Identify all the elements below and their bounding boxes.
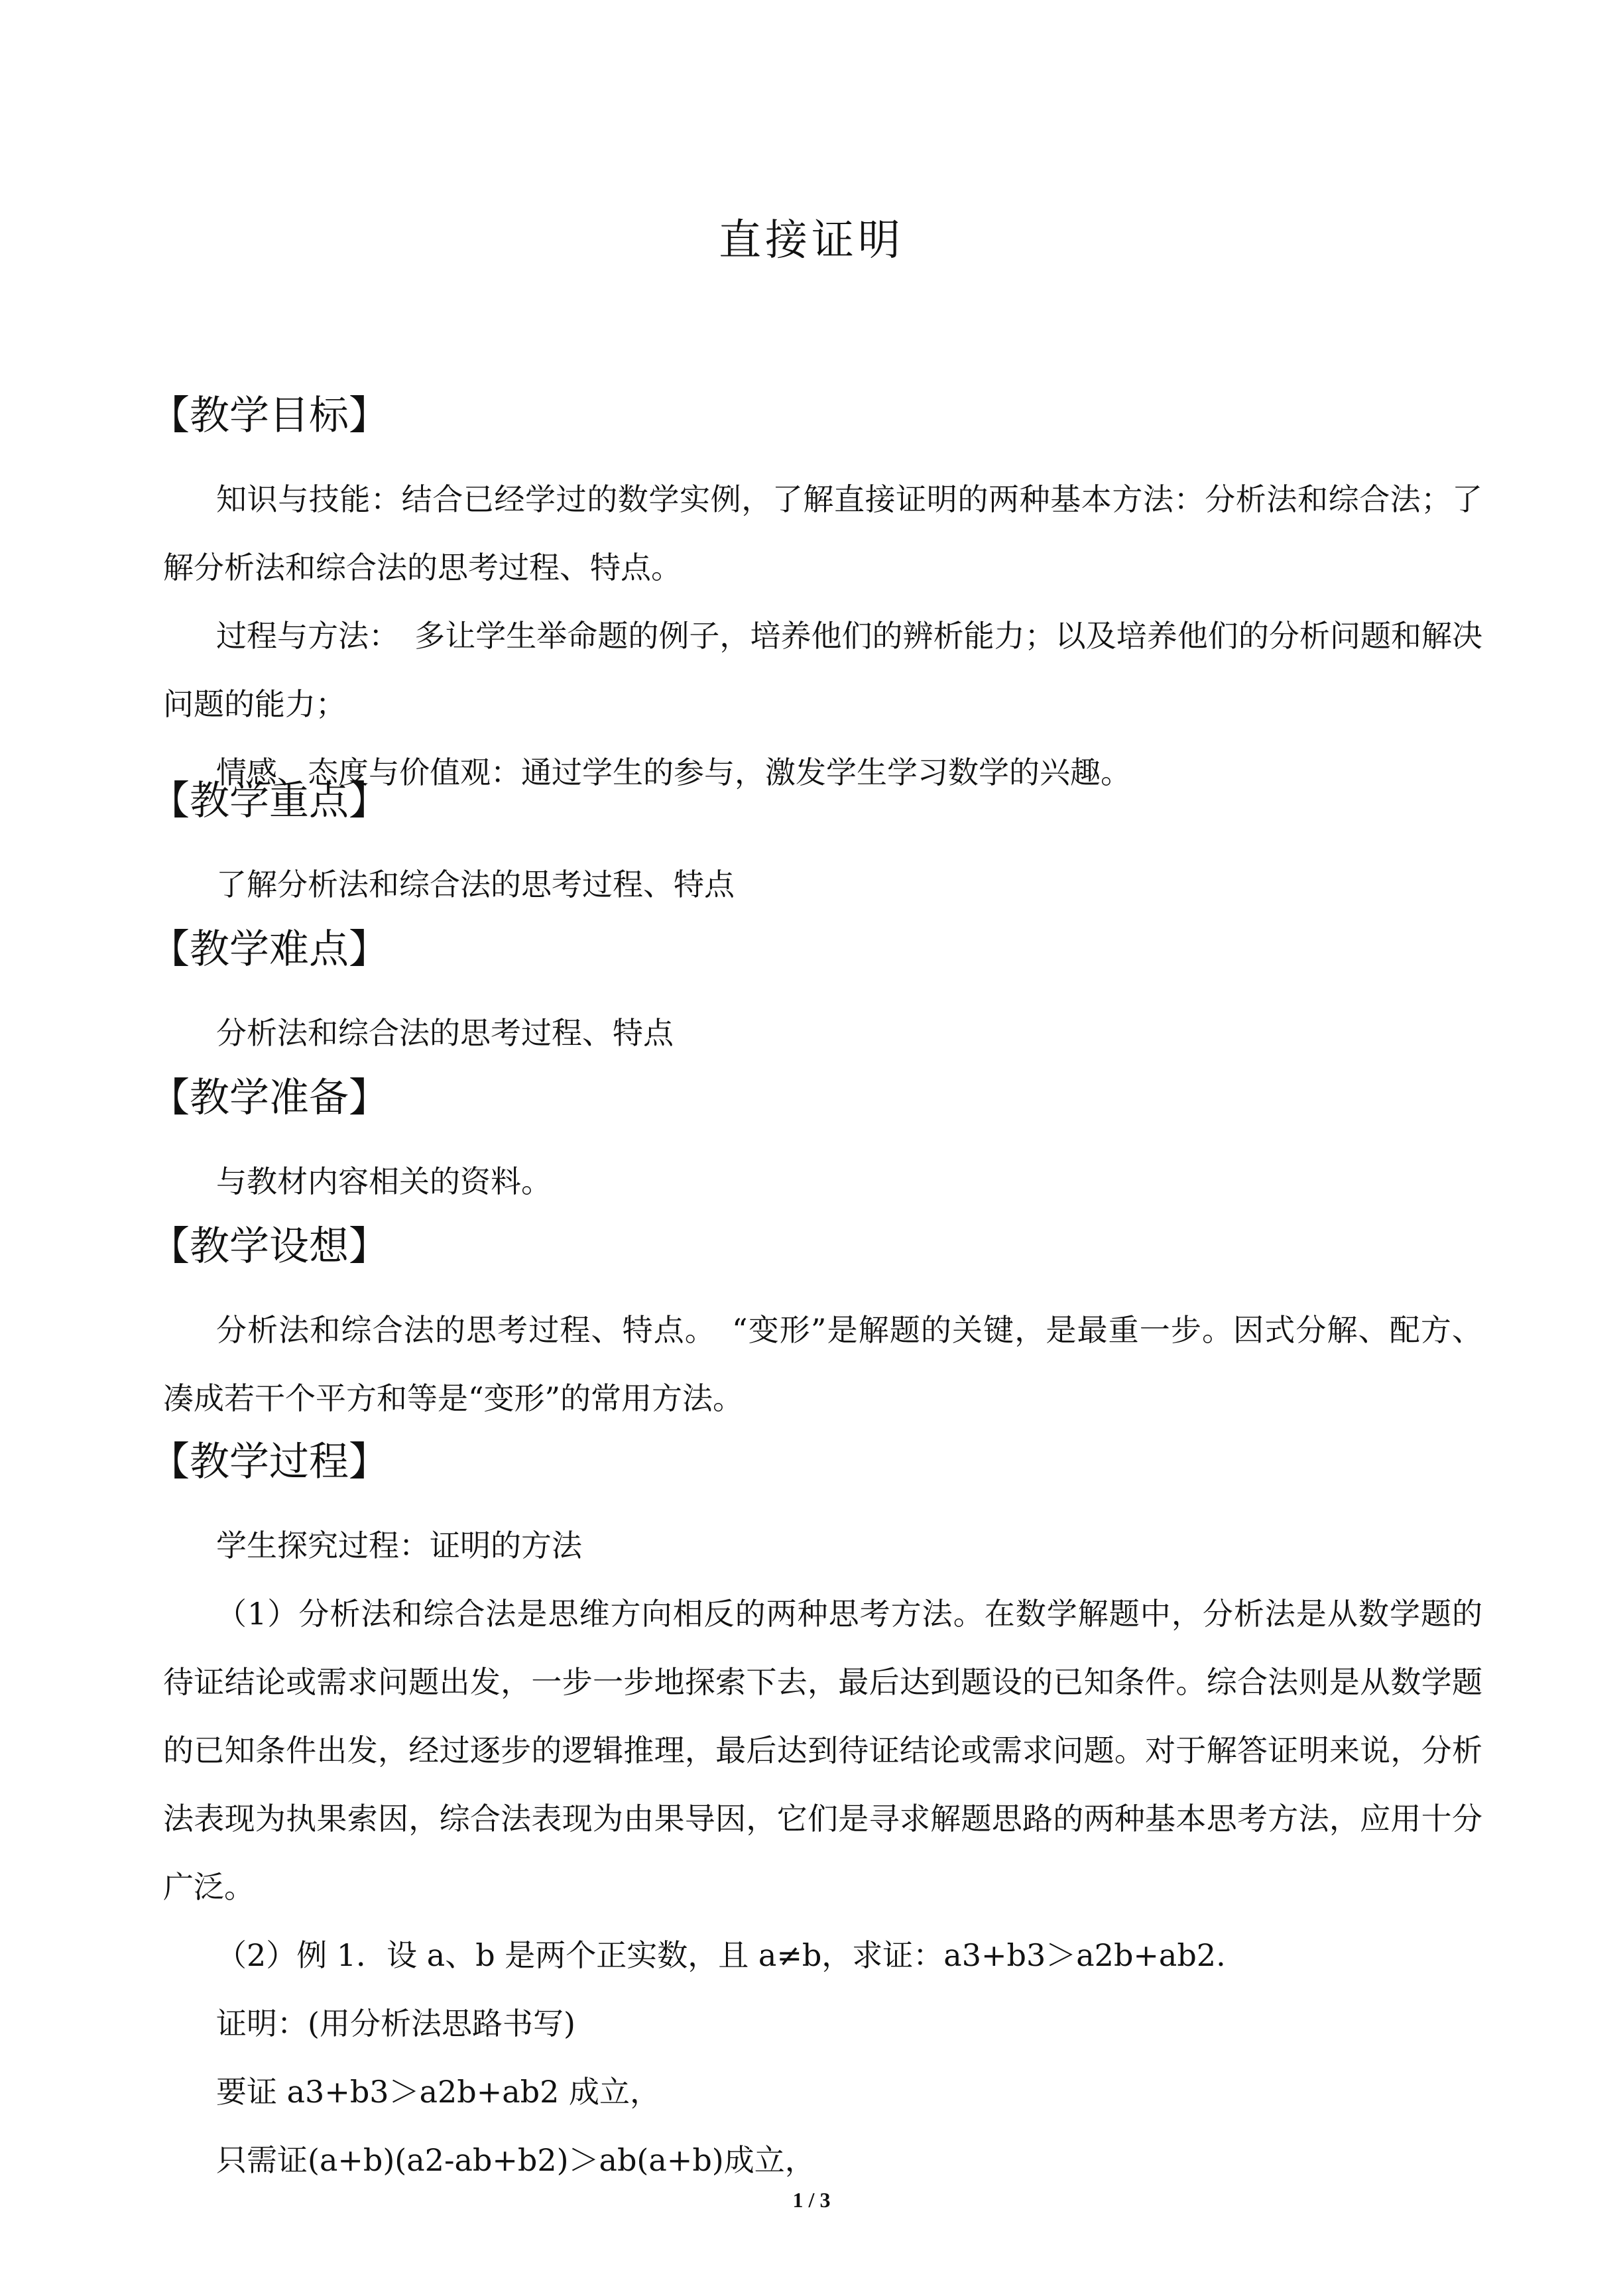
objectives-body xyxy=(163,465,1482,807)
procedure-body xyxy=(163,1512,1482,2195)
page-number: 1 / 3 xyxy=(792,2188,831,2212)
heading-key-points: 【教学重点】 xyxy=(150,778,389,824)
heading-procedure: 【教学过程】 xyxy=(150,1439,389,1485)
objective-process: 过程与方法： 多让学生举命题的例子，培养他们的辨析能力；以及培养他们的分析问题和解决问题的能力； xyxy=(163,618,1482,722)
objective-knowledge: 知识与技能：结合已经学过的数学实例，了解直接证明的两种基本方法：分析法和综合法；了解分析法和综合法的思考过程、特点。 xyxy=(163,481,1482,585)
preparation-text: 与教材内容相关的资料。 xyxy=(216,1164,552,1199)
proof-step-1: 要证 a3+b3＞a2b+ab2 成立， xyxy=(216,2074,661,2110)
heading-preparation: 【教学准备】 xyxy=(150,1075,389,1121)
proof-step-2: 只需证(a+b)(a2-ab+b2)＞ab(a+b)成立， xyxy=(216,2142,815,2178)
design-text: 分析法和综合法的思考过程、特点。 “变形”是解题的关键，是最重一步。因式分解、配方、凑成若干个平方和等是“变形”的常用方法。 xyxy=(163,1312,1482,1416)
design-body xyxy=(163,1296,1482,1433)
proof-label: 证明：(用分析法思路书写) xyxy=(216,2006,575,2041)
procedure-paragraph-1: （1）分析法和综合法是思维方向相反的两种思考方法。在数学解题中，分析法是从数学题的待证结论或需求问题出发，一步一步地探索下去，最后达到题设的已知条件。综合法则是从数学题的已知条件出发，经过逐步的逻辑推理，最后达到待证结论或需求问题。对于解答证明来说，分析法表现为执果索因，综合法表现为由果导因，它们是寻求解题思路的两种基本思考方法，应用十分广泛。 xyxy=(163,1596,1482,1905)
procedure-example-1: （2）例 1．设 a、b 是两个正实数，且 a≠b，求证：a3+b3＞a2b+ab2. xyxy=(216,1937,1226,1973)
difficulties-text: 分析法和综合法的思考过程、特点 xyxy=(216,1015,674,1051)
heading-difficulties: 【教学难点】 xyxy=(150,926,389,973)
heading-objectives: 【教学目标】 xyxy=(150,393,389,439)
procedure-intro: 学生探究过程：证明的方法 xyxy=(216,1528,582,1563)
objective-attitude: 情感、态度与价值观：通过学生的参与，激发学生学习数学的兴趣。 xyxy=(216,755,1131,790)
page-title: 直接证明 xyxy=(719,216,904,265)
preparation-body xyxy=(163,1148,1482,1216)
heading-design: 【教学设想】 xyxy=(150,1223,389,1270)
difficulties-body xyxy=(163,999,1482,1067)
key-points-body xyxy=(163,851,1482,919)
key-points-text: 了解分析法和综合法的思考过程、特点 xyxy=(216,867,735,902)
